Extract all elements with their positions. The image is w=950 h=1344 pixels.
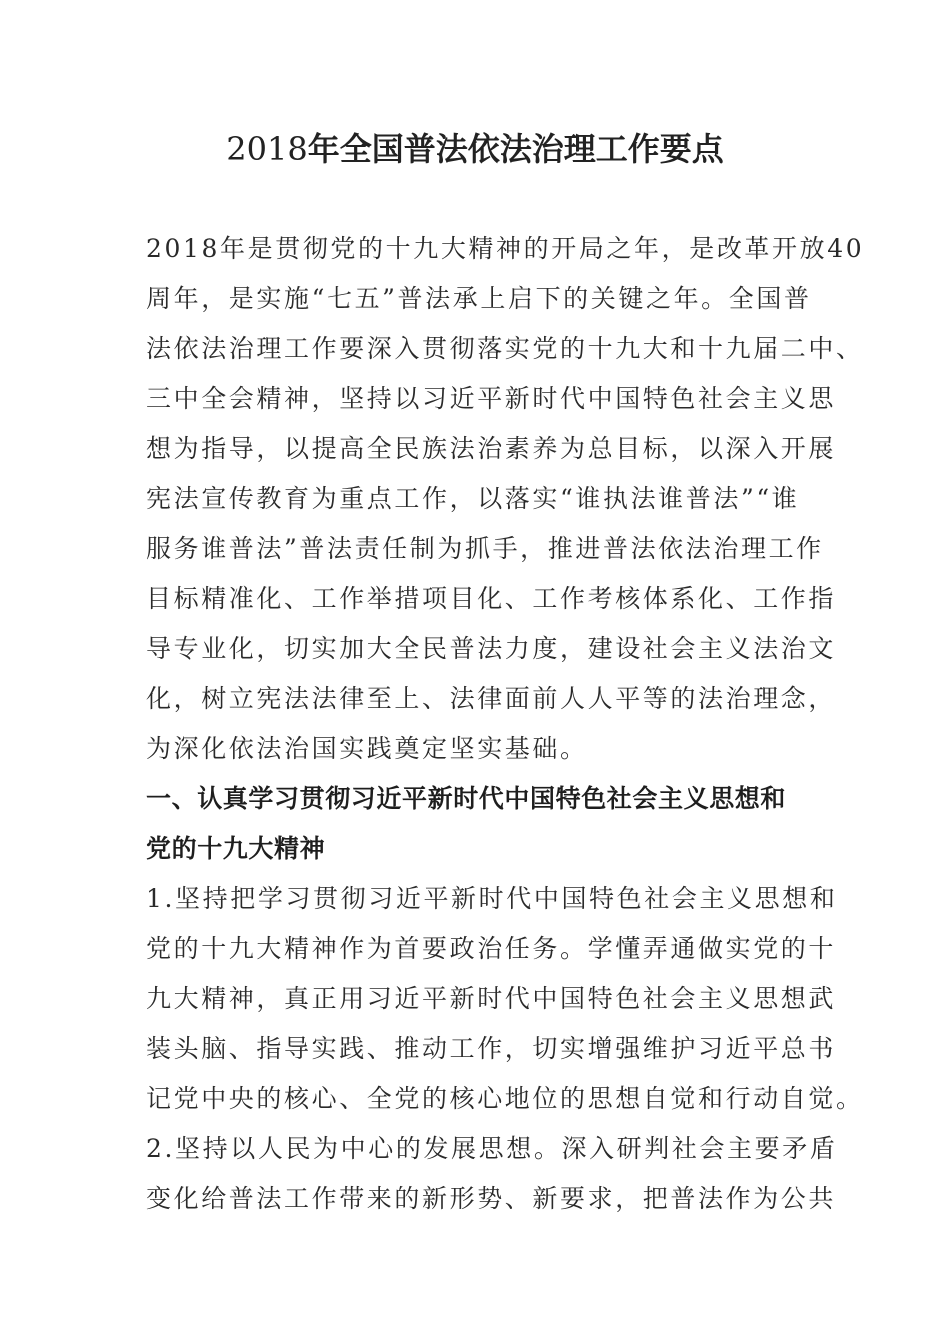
text-line: 法依法治理工作要深入贯彻落实党的十九大和十九届二中、 [146,334,864,363]
section-heading: 党的十九大精神 [146,834,326,863]
text-line: 为深化依法治国实践奠定坚实基础。 [146,734,588,763]
text-line: 1.坚持把学习贯彻习近平新时代中国特色社会主义思想和 [146,884,838,913]
text-line: 党的十九大精神作为首要政治任务。学懂弄通做实党的十 [146,934,837,963]
section-heading: 一、认真学习贯彻习近平新时代中国特色社会主义思想和 [146,784,787,813]
text-line: 九大精神，真正用习近平新时代中国特色社会主义思想武 [146,984,837,1013]
document-body [146,224,865,1224]
text-line: 记党中央的核心、全党的核心地位的思想自觉和行动自觉。 [146,1084,864,1113]
text-line: 2018年是贯彻党的十九大精神的开局之年，是改革开放40 [146,234,865,263]
text-line: 周年，是实施“七五”普法承上启下的关键之年。全国普 [146,284,812,313]
text-line: 化，树立宪法法律至上、法律面前人人平等的法治理念， [146,684,837,713]
text-line: 变化给普法工作带来的新形势、新要求，把普法作为公共 [146,1184,837,1213]
text-line: 服务谁普法”普法责任制为抓手，推进普法依法治理工作 [146,534,824,563]
document-title [0,124,950,174]
document-title-text: 年全国普法依法治理工作要点 [307,130,724,168]
text-line: 2.坚持以人民为中心的发展思想。深入研判社会主要矛盾 [146,1134,838,1163]
text-line: 装头脑、指导实践、推动工作，切实增强维护习近平总书 [146,1034,837,1063]
text-line: 导专业化，切实加大全民普法力度，建设社会主义法治文 [146,634,837,663]
text-line: 目标精准化、工作举措项目化、工作考核体系化、工作指 [146,584,837,613]
text-line: 宪法宣传教育为重点工作，以落实“谁执法谁普法”“谁 [146,484,800,513]
document-title-year: 2018 [226,130,308,168]
text-line: 想为指导，以提高全民族法治素养为总目标，以深入开展 [146,434,837,463]
text-line: 三中全会精神，坚持以习近平新时代中国特色社会主义思 [146,384,837,413]
